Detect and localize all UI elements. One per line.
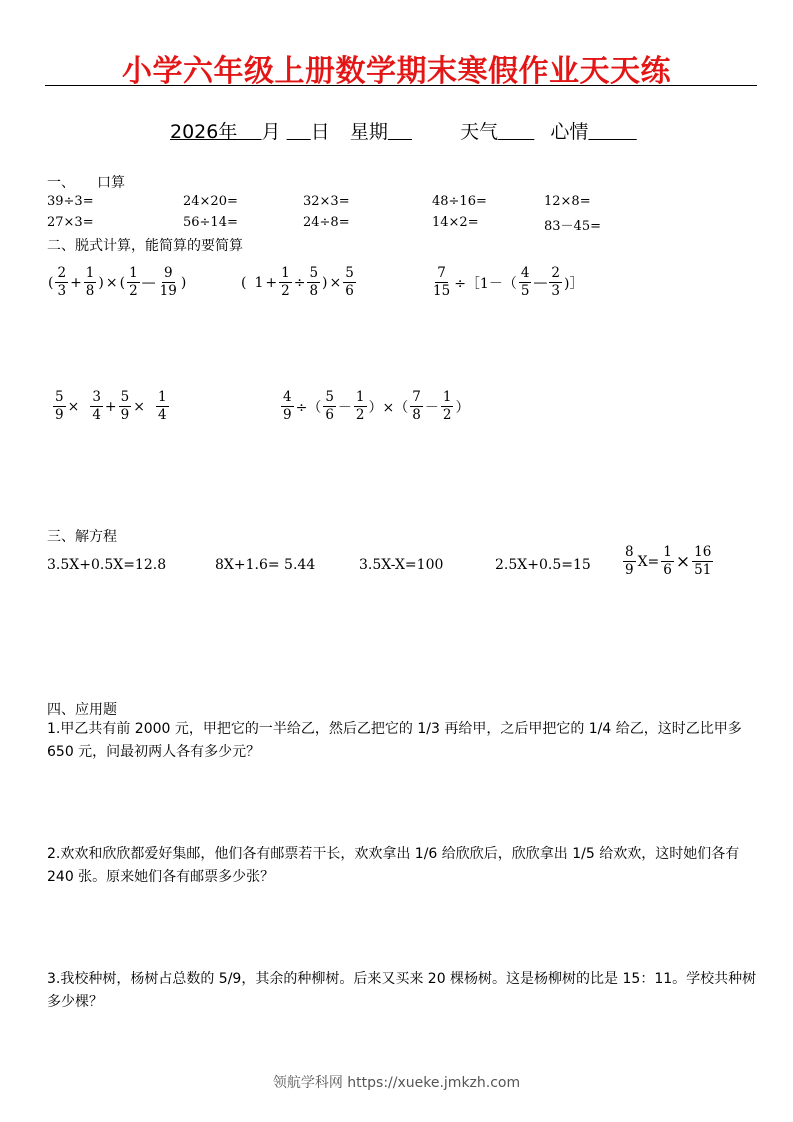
section2-heading: 二、脱式计算，能简算的要简算 [47,238,243,254]
equation: 3.5X+0.5X=12.8 [47,557,167,573]
fraction: $\frac{1}{2}$ [281,265,290,299]
month-blank [237,121,261,143]
equation: 3.5X-X=100 [359,557,444,573]
section3-heading: 三、解方程 [47,529,117,545]
oral-calc-item: 12×8= [544,194,591,209]
fraction: $\frac{4}{9}$ [283,389,292,423]
fraction: $\frac{1}{4}$ [157,389,167,423]
equation-5: $\frac{8}{9}$ X= $\frac{1}{6}$ × $\frac{16}{51}$ [625,544,712,578]
mood-blank [588,121,636,143]
fraction: $\frac{1}{2}$ [355,389,365,423]
weather-label: 天气 [460,121,499,143]
month-label: 月 [261,121,281,143]
oral-calc-item: 39÷3= [47,194,94,209]
fraction: $\frac{1}{8}$ [85,265,95,299]
word-problem-3: 3.我校种树，杨树占总数的 5/9，其余的种柳树。后来又买来 20 棵杨树。这是杨柳树的比是 15：11。学校共种树多少棵？ [47,971,757,1010]
oral-calc-item: 14×2= [432,215,479,230]
section1-heading [47,172,125,192]
expression-2: ( 1 + $\frac{1}{2}$ ÷ $\frac{5}{8}$ ) × $\frac{5}{6}$ [241,265,354,299]
weekday-label: 星期 [349,121,388,143]
word-problem-1: 1.甲乙共有前 2000 元，甲把它的一半给乙，然后乙把它的 1/3 再给甲，之后甲把它的 1/4 给乙，这时乙比甲多 650 元，问最初两人各有多少元？ [47,721,742,760]
oral-calc-item: 48÷16= [432,194,487,209]
expression-1: ( $\frac{2}{3}$ + $\frac{1}{8}$ ) × ( $\frac{1}{2}$ — $\frac{9}{19}$ ) [48,265,187,299]
date-line [170,117,637,144]
expression-5: $\frac{4}{9}$ ÷（ $\frac{5}{6}$ － $\frac{1}{2}$ ）×（ $\frac{7}{8}$ － $\frac{1}{2}$ ） [283,389,470,423]
fraction: $\frac{3}{4}$ [92,389,101,423]
fraction: $\frac{1}{6}$ [663,544,672,578]
fraction: $\frac{16}{51}$ [694,544,712,578]
footer-source: 领航学科网 https://xueke.jmkzh.com [272,1075,521,1091]
fraction: $\frac{8}{9}$ [625,544,634,578]
section4-heading: 四、应用题 [47,702,117,718]
oral-calc-item: 83－45= [544,219,601,234]
equation: 2.5X+0.5=15 [495,557,591,573]
fraction: $\frac{7}{15}$ [433,265,451,299]
weather-blank [498,121,534,143]
oral-calc-item: 24÷8= [303,215,350,230]
fraction: $\frac{4}{5}$ [520,265,530,299]
year-label: 2026年 [170,121,238,143]
word-problem-2: 2.欢欢和欣欣都爱好集邮，他们各有邮票若干长，欢欢拿出 1/6 给欣欣后，欣欣拿出 1/5 给欢欢，这时她们各有 240 张。原来她们各有邮票多少张？ [47,846,740,885]
section1-title: 口算 [97,175,125,191]
oral-calc-item: 32×3= [303,194,350,209]
expression-4: $\frac{5}{9}$ × $\frac{3}{4}$ + $\frac{5}{9}$ × $\frac{1}{4}$ [55,389,167,423]
mood-label: 心情 [550,121,589,143]
equation: 8X+1.6= 5.44 [215,557,316,573]
fraction: $\frac{9}{19}$ [159,265,177,299]
page-title: 小学六年级上册数学期末寒假作业天天练 [122,54,671,89]
section1-number: 一、 [47,175,75,191]
day-blank [287,121,311,143]
fraction: $\frac{2}{3}$ [57,265,67,299]
oral-calc-item: 27×3= [47,215,94,230]
fraction: $\frac{5}{9}$ [120,389,130,423]
fraction: $\frac{7}{8}$ [412,389,421,423]
weekday-blank [388,121,412,143]
fraction: $\frac{5}{6}$ [345,265,354,299]
oral-calc-item: 24×20= [183,194,238,209]
oral-calc-item: 56÷14= [183,215,238,230]
fraction: $\frac{5}{8}$ [309,265,319,299]
expression-3: $\frac{7}{15}$ ÷［1－（ $\frac{4}{5}$ — $\frac{2}{3}$ )］ [433,265,584,299]
fraction: $\frac{2}{3}$ [551,265,561,299]
fraction: $\frac{5}{9}$ [55,389,64,423]
fraction: $\frac{1}{2}$ [442,389,452,423]
fraction: $\frac{5}{6}$ [325,389,334,423]
title-underline [45,85,757,86]
day-label: 日 [310,121,330,143]
fraction: $\frac{1}{2}$ [129,265,138,299]
